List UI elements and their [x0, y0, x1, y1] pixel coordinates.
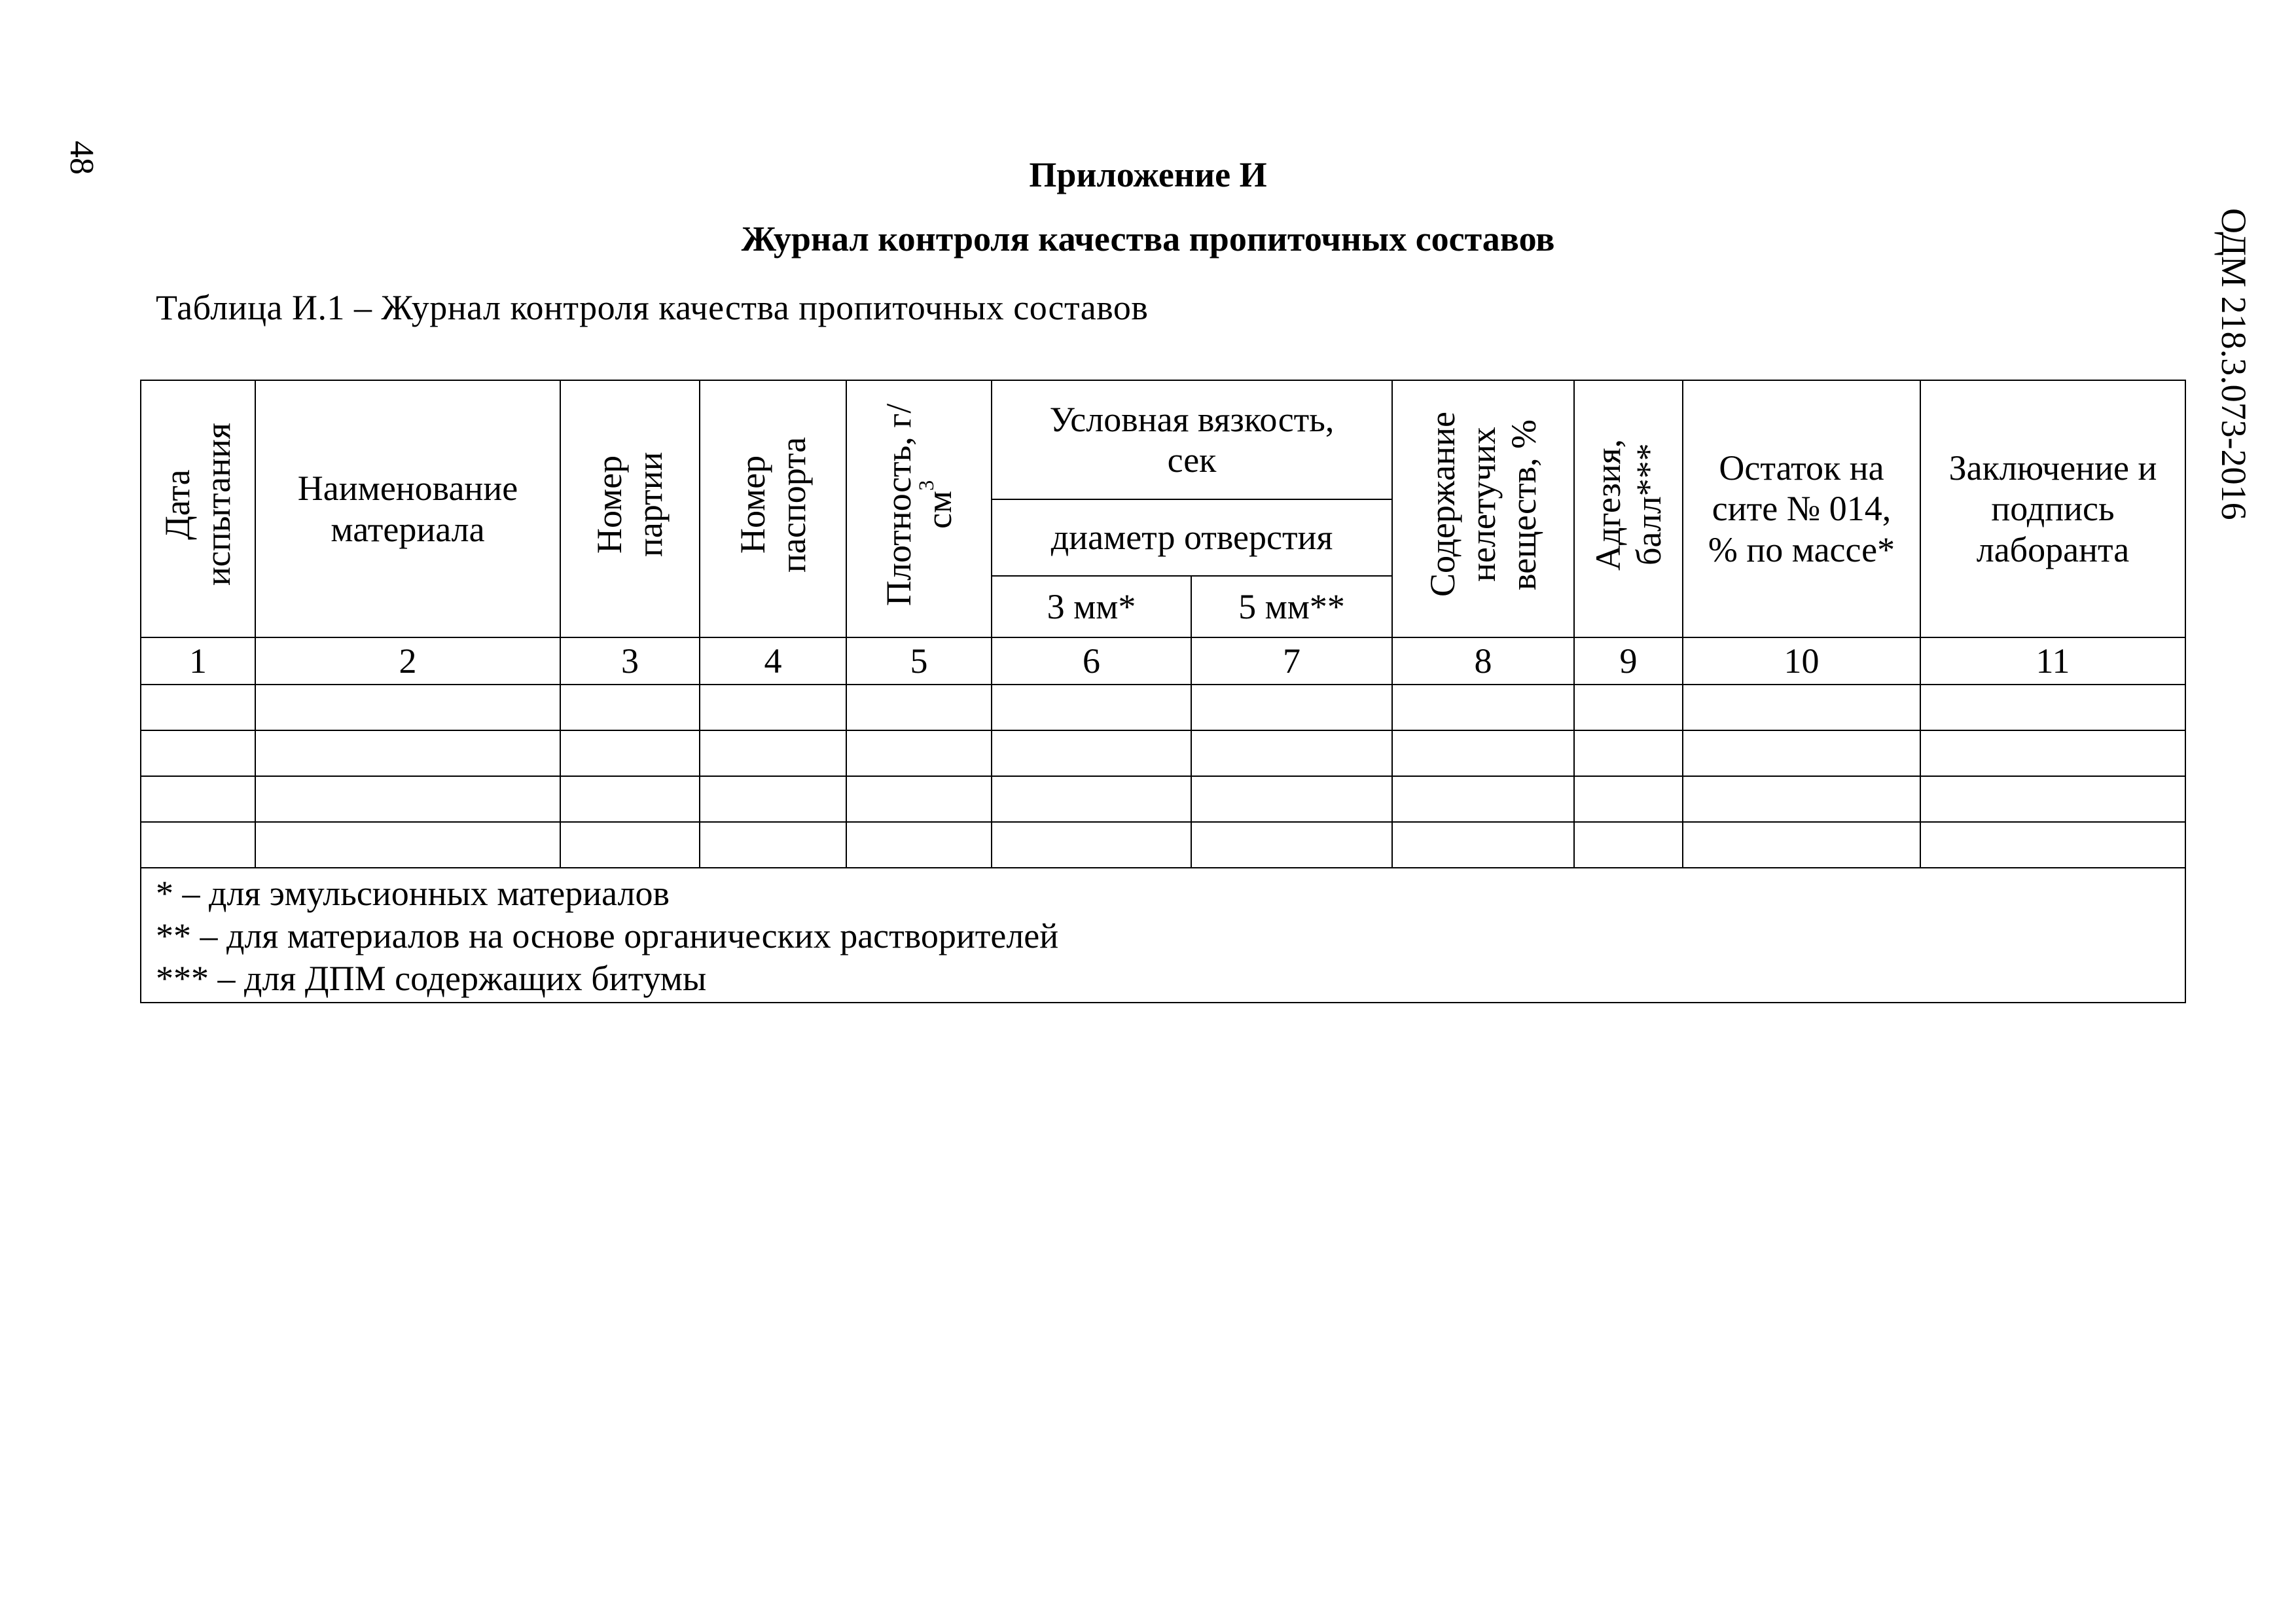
appendix-title: Приложение И — [1029, 155, 1267, 194]
table-cell — [1920, 822, 2185, 868]
header-batch-number-text: Номер партии — [590, 452, 670, 558]
table-cell — [255, 822, 560, 868]
appendix-subtitle: Журнал контроля качества пропиточных составов — [741, 219, 1555, 259]
column-number: 4 — [700, 637, 846, 685]
table-cell — [992, 776, 1191, 822]
table-cell — [1920, 685, 2185, 730]
table-cell — [1683, 730, 1920, 776]
header-sieve-residue — [1683, 380, 1920, 637]
table-row — [141, 685, 2185, 730]
table-cell — [1574, 685, 1683, 730]
header-viscosity — [992, 380, 1392, 499]
table-cell — [560, 776, 700, 822]
column-number: 9 — [1574, 637, 1683, 685]
table-notes — [141, 868, 2185, 1003]
header-diameter-3mm — [992, 576, 1191, 637]
column-number: 11 — [1920, 637, 2185, 685]
table-cell — [560, 685, 700, 730]
note-bitumen: *** – для ДПМ содержащих битумы — [156, 958, 707, 998]
table-cell — [1191, 730, 1392, 776]
header-diameter-5mm-text: 5 мм** — [1238, 586, 1345, 626]
table-cell — [700, 776, 846, 822]
header-test-date — [141, 380, 255, 637]
header-material-name — [255, 380, 560, 637]
column-number-row — [141, 637, 2185, 685]
table-cell — [992, 730, 1191, 776]
header-adhesion — [1574, 380, 1683, 637]
table-cell — [560, 822, 700, 868]
note-organic-solvents: ** – для материалов на основе органических растворителей — [156, 916, 1059, 955]
header-density-label: Плотность, г/см — [878, 403, 959, 606]
table-cell — [1191, 776, 1392, 822]
header-material-name-text: Наименование материала — [297, 469, 518, 549]
header-batch-number — [560, 380, 700, 637]
table-cell — [560, 730, 700, 776]
header-hole-diameter-text: диаметр отверстия — [1050, 518, 1333, 558]
table-caption: Таблица И.1 – Журнал контроля качества пропиточных составов — [156, 288, 1149, 327]
quality-control-journal-table — [140, 380, 2186, 1003]
table-cell — [992, 822, 1191, 868]
column-number: 10 — [1683, 637, 1920, 685]
table-cell — [846, 776, 992, 822]
header-conclusion-text: Заключение и подпись лаборанта — [1948, 448, 2157, 569]
table-cell — [1574, 730, 1683, 776]
header-passport-number-text: Номер паспорта — [732, 437, 813, 573]
table-cell — [1920, 730, 2185, 776]
table-row — [141, 822, 2185, 868]
column-number: 3 — [560, 637, 700, 685]
header-sieve-residue-text: Остаток на сите № 014, % по массе* — [1708, 448, 1895, 569]
table-cell — [846, 730, 992, 776]
table-cell — [1191, 685, 1392, 730]
table-cell — [1683, 776, 1920, 822]
notes-row — [141, 868, 2185, 1003]
header-diameter-3mm-text: 3 мм* — [1047, 586, 1136, 626]
table-cell — [700, 730, 846, 776]
table-cell — [141, 730, 255, 776]
header-adhesion-text: Адгезия, балл*** — [1588, 438, 1668, 571]
table-row — [141, 730, 2185, 776]
header-passport-number — [700, 380, 846, 637]
column-number: 8 — [1392, 637, 1574, 685]
note-emulsion: * – для эмульсионных материалов — [156, 874, 670, 913]
header-density-superscript: 3 — [915, 480, 939, 491]
table-cell — [141, 822, 255, 868]
table-cell — [700, 685, 846, 730]
header-density-text — [878, 397, 960, 613]
table-cell — [846, 822, 992, 868]
column-number: 1 — [141, 637, 255, 685]
column-number: 2 — [255, 637, 560, 685]
table-cell — [1392, 685, 1574, 730]
table-cell — [255, 685, 560, 730]
header-nonvolatile — [1392, 380, 1574, 637]
header-diameter-5mm — [1191, 576, 1392, 637]
header-viscosity-text: Условная вязкость, сек — [1049, 399, 1335, 480]
table-row — [141, 776, 2185, 822]
table-cell — [255, 730, 560, 776]
column-number: 5 — [846, 637, 992, 685]
header-test-date-text: Дата испытания — [158, 423, 238, 586]
table-cell — [1574, 776, 1683, 822]
table-cell — [1392, 776, 1574, 822]
table-cell — [1683, 822, 1920, 868]
column-number: 6 — [992, 637, 1191, 685]
table-cell — [1392, 730, 1574, 776]
table-cell — [1574, 822, 1683, 868]
table-cell — [992, 685, 1191, 730]
table-cell — [1392, 822, 1574, 868]
header-conclusion — [1920, 380, 2185, 637]
table-cell — [1920, 776, 2185, 822]
header-hole-diameter — [992, 499, 1392, 576]
header-density — [846, 380, 992, 637]
page-number: 48 — [63, 141, 100, 175]
table-cell — [846, 685, 992, 730]
table-cell — [700, 822, 846, 868]
table-cell — [141, 685, 255, 730]
table-cell — [255, 776, 560, 822]
table-cell — [1191, 822, 1392, 868]
table-cell — [141, 776, 255, 822]
column-number: 7 — [1191, 637, 1392, 685]
header-nonvolatile-text: Содержание нелетучих веществ, % — [1422, 412, 1544, 597]
table-cell — [1683, 685, 1920, 730]
document-code: ОДМ 218.3.073-2016 — [2214, 208, 2253, 520]
